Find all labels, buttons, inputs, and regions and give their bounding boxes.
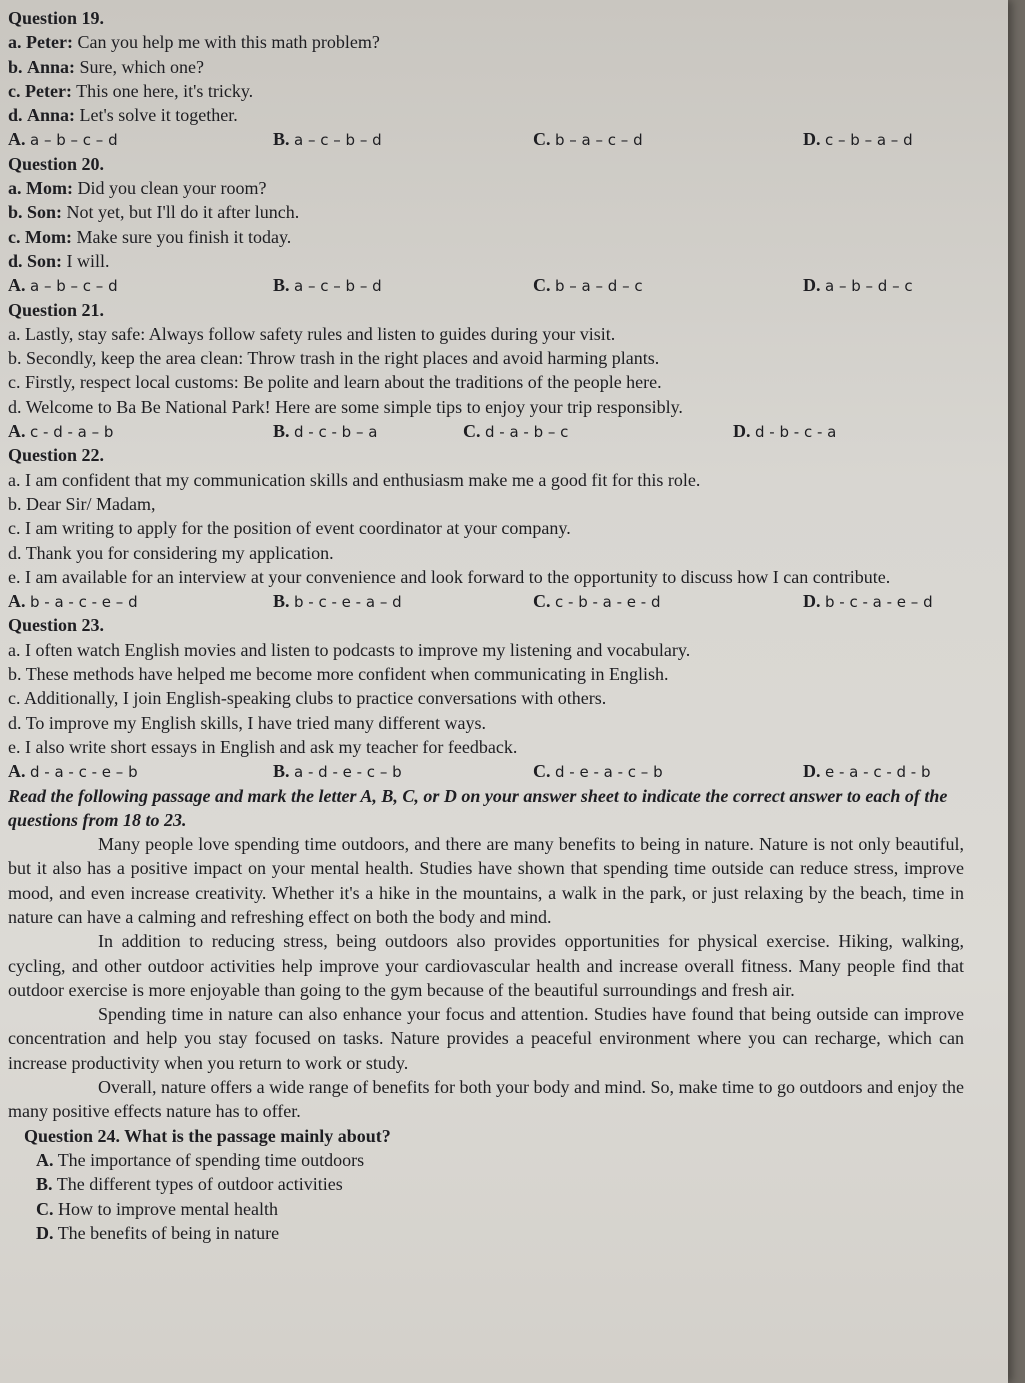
- speaker: Mom:: [26, 178, 73, 199]
- q20-line-a: [8, 176, 968, 200]
- line-text: Can you help me with this math problem?: [77, 32, 380, 53]
- q19-line-c: [8, 79, 968, 103]
- option-a[interactable]: [8, 419, 113, 444]
- q19-line-a: [8, 30, 968, 54]
- option-value: e - a - c - d - b: [825, 763, 931, 782]
- option-label: B.: [273, 275, 290, 296]
- question-19-title: Question 19.: [8, 8, 105, 28]
- line-text: I am confident that my communication skills and enthusiasm make me a good fit for this role.: [25, 469, 701, 490]
- q22-options: [8, 589, 968, 613]
- option-label: D.: [803, 761, 821, 782]
- option-d[interactable]: [733, 419, 836, 444]
- exam-content: [8, 6, 968, 1245]
- passage-paragraph-1: Many people love spending time outdoors, and there are many benefits to being in nature. Nature is not only beautiful, but it also has a positive impact on your mental health. Studies have shown that spending time outside can reduce stress, improve mood, and even increase creativity. Whether it's a hike in the mountains, a walk in the park, or just relaxing by the beach, time in nature can have a calming and refreshing effect on both the body and mind.: [8, 834, 964, 927]
- option-value: c - d - a – b: [30, 423, 114, 442]
- line-letter: c.: [8, 372, 21, 393]
- option-text: The importance of spending time outdoors: [57, 1149, 365, 1170]
- option-label: A.: [8, 761, 26, 782]
- option-value: d - a - b – c: [485, 423, 569, 442]
- q24-answer-a[interactable]: [8, 1148, 968, 1172]
- q24-answer-c[interactable]: [8, 1197, 968, 1221]
- speaker: Anna:: [27, 105, 76, 126]
- option-d[interactable]: [803, 273, 913, 298]
- option-label: A.: [8, 421, 26, 442]
- line-text: Lastly, stay safe: Always follow safety rules and listen to guides during your visit.: [25, 323, 616, 344]
- passage-paragraph-2: In addition to reducing stress, being outdoors also provides opportunities for physical exercise. Hiking, walking, cycling, and other outdoor activities help improve your cardiovascular health and increase overall fitness. Many people find that outdoor exercise is more enjoyable than going to the gym because of the beautiful surroundings and fresh air.: [8, 931, 964, 1000]
- q23-line-c: [8, 686, 968, 710]
- q21-options: [8, 419, 968, 443]
- option-value: d - a - c - e – b: [30, 763, 138, 782]
- line-text: This one here, it's tricky.: [76, 80, 254, 101]
- question-23-title: Question 23.: [8, 615, 105, 636]
- question-22-title: Question 22.: [8, 445, 105, 466]
- line-letter: a.: [8, 178, 22, 199]
- line-letter: d.: [8, 250, 23, 271]
- option-d[interactable]: [803, 127, 913, 152]
- option-a[interactable]: [8, 273, 118, 298]
- option-label: D.: [36, 1222, 54, 1243]
- option-label: D.: [803, 591, 821, 612]
- q23-line-d: [8, 711, 968, 735]
- line-letter: d.: [8, 396, 22, 417]
- line-letter: b.: [8, 202, 23, 223]
- option-label: A.: [8, 591, 26, 612]
- line-letter: b.: [8, 493, 22, 514]
- q21-line-b: [8, 346, 968, 370]
- line-text: Welcome to Ba Be National Park! Here are some simple tips to enjoy your trip responsibly.: [25, 396, 683, 417]
- q19-line-b: [8, 55, 968, 79]
- line-letter: c.: [8, 80, 21, 101]
- line-letter: c.: [8, 688, 21, 709]
- option-value: a – c – b – d: [294, 277, 382, 296]
- line-letter: d.: [8, 712, 22, 733]
- line-text: Sure, which one?: [79, 56, 204, 77]
- line-letter: c.: [8, 518, 21, 539]
- option-c[interactable]: [533, 589, 661, 614]
- option-label: C.: [533, 275, 551, 296]
- line-text: I am writing to apply for the position of event coordinator at your company.: [25, 518, 571, 539]
- q20-line-c: [8, 225, 968, 249]
- option-value: a – c – b – d: [294, 131, 382, 150]
- q22-line-e: [8, 565, 968, 589]
- option-value: a – b – d – c: [825, 277, 913, 296]
- option-value: a – b – c – d: [30, 277, 118, 296]
- option-text: How to improve mental health: [58, 1198, 278, 1219]
- option-c[interactable]: [533, 273, 643, 298]
- q19-line-d: [8, 103, 968, 127]
- option-text: The benefits of being in nature: [57, 1222, 280, 1243]
- option-label: B.: [36, 1174, 53, 1195]
- speaker: Peter:: [25, 80, 72, 101]
- option-d[interactable]: [803, 759, 931, 784]
- option-value: d - c - b – a: [294, 423, 378, 442]
- line-letter: a.: [8, 639, 21, 660]
- line-text: I also write short essays in English and ask my teacher for feedback.: [25, 736, 518, 757]
- q23-line-e: [8, 735, 968, 759]
- line-letter: b.: [8, 56, 23, 77]
- line-text: Did you clean your room?: [77, 178, 267, 199]
- q22-line-d: [8, 541, 968, 565]
- passage-paragraph-3: Spending time in nature can also enhance your focus and attention. Studies have found that being outside can improve concentration and help you stay focused on tasks. Nature provides a peaceful environment where you can recharge, which can increase productivity when you return to work or study.: [8, 1004, 964, 1073]
- option-a[interactable]: [8, 127, 118, 152]
- option-b[interactable]: [273, 127, 382, 152]
- line-text: To improve my English skills, I have tried many different ways.: [25, 712, 487, 733]
- q24-answer-b[interactable]: [8, 1172, 968, 1196]
- q24-answer-d[interactable]: [8, 1221, 968, 1245]
- option-value: a - d - e - c – b: [294, 763, 402, 782]
- line-letter: e.: [8, 566, 21, 587]
- q23-options: [8, 759, 968, 783]
- option-value: c – b – a – d: [825, 131, 913, 150]
- option-c[interactable]: [463, 419, 568, 444]
- option-label: C.: [36, 1198, 54, 1219]
- line-letter: a.: [8, 32, 22, 53]
- option-label: A.: [36, 1149, 54, 1170]
- question-21-title: Question 21.: [8, 299, 105, 320]
- option-value: b - a - c - e – d: [30, 593, 138, 612]
- q20-line-d: [8, 249, 968, 273]
- option-value: a – b – c – d: [30, 131, 118, 150]
- line-letter: a.: [8, 323, 21, 344]
- line-text: Let's solve it together.: [79, 105, 238, 126]
- option-c[interactable]: [533, 759, 663, 784]
- option-label: D.: [733, 421, 751, 442]
- line-text: I will.: [66, 250, 110, 271]
- line-text: Not yet, but I'll do it after lunch.: [66, 202, 300, 223]
- option-value: b - c - e - a – d: [294, 593, 402, 612]
- option-a[interactable]: [8, 759, 138, 784]
- option-label: A.: [8, 275, 26, 296]
- q19-options: [8, 127, 968, 151]
- option-c[interactable]: [533, 127, 643, 152]
- option-d[interactable]: [803, 589, 933, 614]
- option-b[interactable]: [273, 759, 402, 784]
- option-b[interactable]: [273, 273, 382, 298]
- option-label: B.: [273, 421, 290, 442]
- speaker: Son:: [27, 202, 63, 223]
- line-text: Thank you for considering my application.: [25, 542, 334, 563]
- option-label: B.: [273, 129, 290, 150]
- option-label: C.: [533, 591, 551, 612]
- option-value: d - b - c - a: [755, 423, 837, 442]
- line-letter: b.: [8, 348, 22, 369]
- q23-line-a: [8, 638, 968, 662]
- q22-line-a: [8, 468, 968, 492]
- line-letter: c.: [8, 226, 21, 247]
- line-text: Additionally, I join English-speaking clubs to practice conversations with others.: [24, 688, 607, 709]
- line-text: Secondly, keep the area clean: Throw trash in the right places and avoid harming plants.: [26, 348, 660, 369]
- option-label: A.: [8, 129, 26, 150]
- q21-line-c: [8, 370, 968, 394]
- option-label: B.: [273, 761, 290, 782]
- speaker: Son:: [27, 250, 63, 271]
- line-letter: a.: [8, 469, 21, 490]
- option-b[interactable]: [273, 589, 402, 614]
- q21-line-a: [8, 322, 968, 346]
- option-b[interactable]: [273, 419, 377, 444]
- line-text: Firstly, respect local customs: Be polite and learn about the traditions of the people here.: [25, 372, 662, 393]
- line-text: I often watch English movies and listen to podcasts to improve my listening and vocabulary.: [25, 639, 691, 660]
- option-label: C.: [533, 129, 551, 150]
- line-text: I am available for an interview at your convenience and look forward to the opportunity to discuss how I can contribute.: [25, 566, 891, 587]
- option-value: b – a – c – d: [555, 131, 643, 150]
- option-label: C.: [463, 421, 481, 442]
- line-letter: d.: [8, 105, 23, 126]
- q22-line-b: [8, 492, 968, 516]
- reading-instruction: Read the following passage and mark the letter A, B, C, or D on your answer sheet to indicate the correct answer to each of the questions from 18 to 23.: [8, 785, 948, 830]
- line-letter: d.: [8, 542, 22, 563]
- option-value: d - e - a - c – b: [555, 763, 663, 782]
- q23-line-b: [8, 662, 968, 686]
- line-letter: e.: [8, 736, 21, 757]
- passage-paragraph-4: Overall, nature offers a wide range of benefits for both your body and mind. So, make time to go outdoors and enjoy the many positive effects nature has to offer.: [8, 1077, 964, 1122]
- speaker: Anna:: [27, 56, 76, 77]
- option-value: b – a – d – c: [555, 277, 643, 296]
- option-value: c - b - a - e - d: [555, 593, 661, 612]
- option-a[interactable]: [8, 589, 138, 614]
- line-text: Make sure you finish it today.: [76, 226, 292, 247]
- q21-line-d: [8, 395, 968, 419]
- option-label: B.: [273, 591, 290, 612]
- option-text: The different types of outdoor activities: [56, 1174, 343, 1195]
- line-text: These methods have helped me become more confident when communicating in English.: [25, 664, 669, 685]
- question-24-title: Question 24. What is the passage mainly about?: [24, 1125, 391, 1146]
- speaker: Mom:: [25, 226, 72, 247]
- q20-options: [8, 273, 968, 297]
- option-label: D.: [803, 129, 821, 150]
- q22-line-c: [8, 516, 968, 540]
- option-value: b - c - a - e – d: [825, 593, 933, 612]
- question-20-title: Question 20.: [8, 153, 105, 174]
- option-label: D.: [803, 275, 821, 296]
- line-text: Dear Sir/ Madam,: [26, 493, 156, 514]
- q20-line-b: [8, 200, 968, 224]
- line-letter: b.: [8, 664, 22, 685]
- option-label: C.: [533, 761, 551, 782]
- speaker: Peter:: [26, 32, 73, 53]
